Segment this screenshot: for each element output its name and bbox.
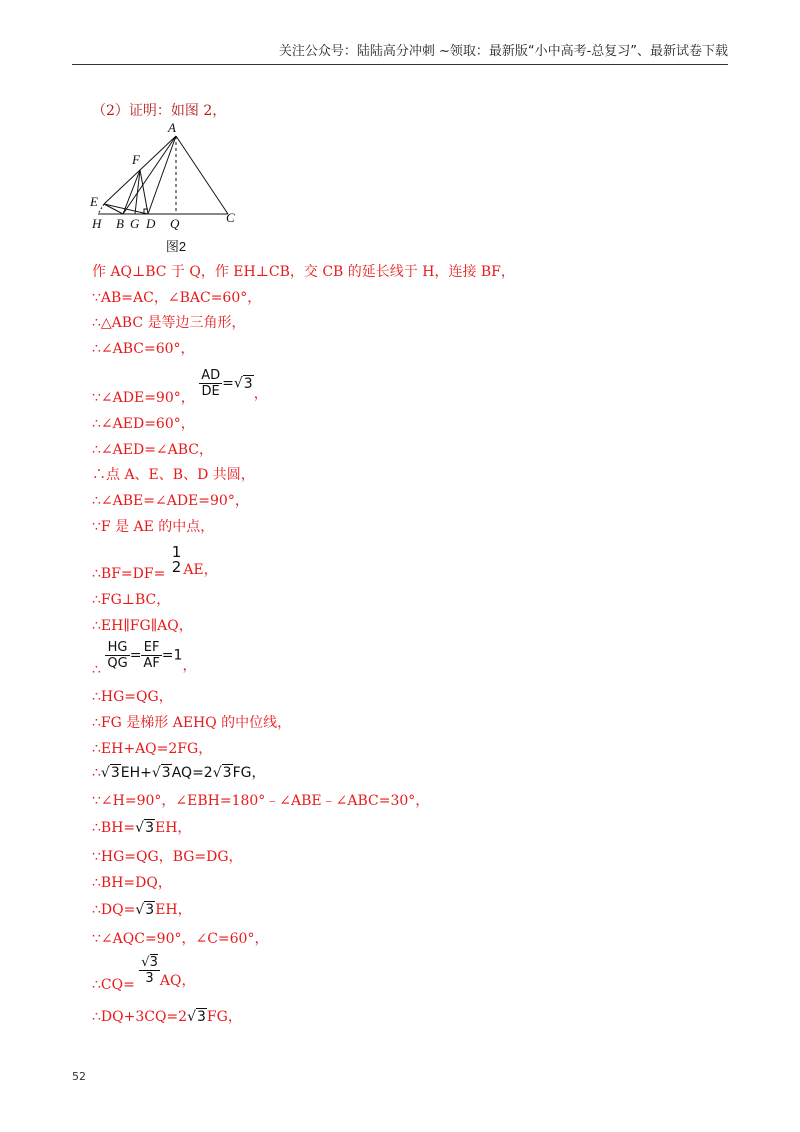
fraction-one-half (170, 545, 184, 575)
proof-line-18 (92, 764, 265, 782)
proof-line-6: ∴∠AED=60°， (92, 416, 195, 432)
sqrt-3: √3 (151, 765, 171, 781)
proof-line-20 (92, 819, 191, 837)
proof-line-8: ∴点 A、E、B、D 共圆， (92, 467, 255, 483)
equals-sign: = (222, 375, 234, 392)
equals-one: =1 (161, 647, 183, 664)
label-H: H (92, 216, 102, 231)
line18-part-c: FG， (232, 765, 266, 781)
sqrt-3: √3 (233, 375, 253, 392)
line26-tail: FG， (206, 1009, 242, 1025)
line5-comma: ， (253, 385, 268, 402)
equals-sign: = (129, 647, 142, 664)
frac-numerator: 1 (171, 543, 182, 561)
line18-part-b: AQ=2 (171, 765, 213, 781)
fraction-EF-AF (141, 640, 161, 671)
proof-line-3: ∴△ABC 是等边三角形， (92, 315, 246, 331)
frac-numerator: HG (105, 640, 129, 656)
label-B: B (116, 216, 124, 231)
line25-text: ∴CQ= (92, 976, 135, 993)
line11-tail: AE， (183, 562, 218, 578)
frac-denominator: 3 (145, 971, 154, 986)
proof-line-9: ∴∠ABE=∠ADE=90°， (92, 493, 249, 509)
proof-line-19: ∵∠H=90°，∠EBH=180°﹣∠ABE﹣∠ABC=30°， (92, 793, 430, 809)
line20-text: ∴BH= (92, 820, 136, 836)
label-E: E (90, 194, 98, 209)
segment-EB (104, 204, 123, 214)
line5-text: ∵∠ADE=90°， (92, 389, 195, 406)
segment-AC (176, 136, 228, 214)
proof-line-14 (92, 640, 197, 678)
proof-line-24: ∵∠AQC=90°，∠C=60°， (92, 931, 269, 947)
line26-text: ∴DQ+3CQ=2 (92, 1009, 188, 1025)
line20-tail: EH， (154, 820, 192, 836)
proof-line-7: ∴∠AED=∠ABC， (92, 442, 214, 458)
label-C: C (226, 210, 235, 225)
proof-line-4: ∴∠ABC=60°， (92, 341, 195, 357)
proof-line-21: ∵HG=QG，BG=DG， (92, 849, 243, 865)
proof-line-26 (92, 1008, 242, 1026)
frac-denominator: AF (143, 656, 160, 671)
frac-numerator: √3 (141, 955, 158, 970)
label-F: F (132, 152, 140, 167)
proof-line-11 (92, 543, 218, 582)
label-A: A (168, 120, 176, 135)
line18-therefore: ∴ (92, 765, 101, 781)
line14-therefore: ∴ (92, 661, 101, 678)
proof-line-23 (92, 901, 192, 919)
proof-line-15: ∴HG=QG， (92, 689, 173, 705)
frac-numerator: AD (201, 368, 221, 383)
proof-line-10: ∵F 是 AE 的中点， (92, 519, 215, 535)
proof-line-2: ∵AB=AC，∠BAC=60°， (92, 290, 262, 306)
proof-line-5 (92, 368, 268, 406)
frac-denominator: QG (107, 656, 128, 671)
sqrt-3: √3 (100, 765, 120, 781)
page-number: 52 (72, 1070, 86, 1083)
line11-text: ∴BF=DF= (92, 566, 166, 582)
sqrt-3: √3 (212, 765, 232, 781)
figure-caption: 图2 (165, 239, 187, 254)
figure-svg (86, 118, 256, 233)
segment-AB (123, 136, 176, 214)
proof-line-13: ∴EH∥FG∥AQ， (92, 618, 193, 634)
proof-line-12: ∴FG⊥BC， (92, 592, 171, 608)
proof-line-22: ∴BH=DQ， (92, 875, 172, 891)
segment-FD (140, 170, 148, 214)
line23-tail: EH， (155, 902, 192, 918)
line18-part-a: EH+ (120, 765, 152, 781)
fraction-sqrt3-over-3 (139, 955, 160, 986)
frac-numerator: EF (141, 640, 161, 656)
proof-line-17: ∴EH+AQ=2FG， (92, 741, 213, 757)
label-G: G (130, 216, 140, 231)
proof-line-16: ∴FG 是梯形 AEHQ 的中位线， (92, 715, 292, 731)
segment-AD (148, 136, 176, 214)
frac-denominator: DE (201, 384, 220, 399)
frac-denominator: 2 (171, 558, 182, 576)
segment-EH (98, 204, 104, 214)
page-header: 关注公众号：陆陆高分冲刺 ~领取：最新版“小中高考-总复习”、最新试卷下载 (72, 44, 728, 65)
proof-line-1: 作 AQ⊥BC 于 Q，作 EH⊥CB，交 CB 的延长线于 H，连接 BF， (92, 264, 515, 280)
geometry-figure (86, 118, 256, 258)
line14-comma: ， (182, 657, 197, 674)
sqrt-3: √3 (187, 1009, 206, 1025)
line23-text: ∴DQ= (92, 902, 136, 918)
proof-intro: （2）证明：如图 2， (92, 103, 227, 119)
fraction-HG-QG (105, 640, 129, 671)
sqrt-3: √3 (135, 820, 154, 836)
line25-tail: AQ， (159, 972, 196, 989)
label-D: D (146, 216, 156, 231)
sqrt-3: √3 (135, 902, 155, 918)
label-Q: Q (170, 216, 180, 231)
fraction-AD-DE (199, 368, 222, 399)
proof-line-25 (92, 955, 196, 993)
